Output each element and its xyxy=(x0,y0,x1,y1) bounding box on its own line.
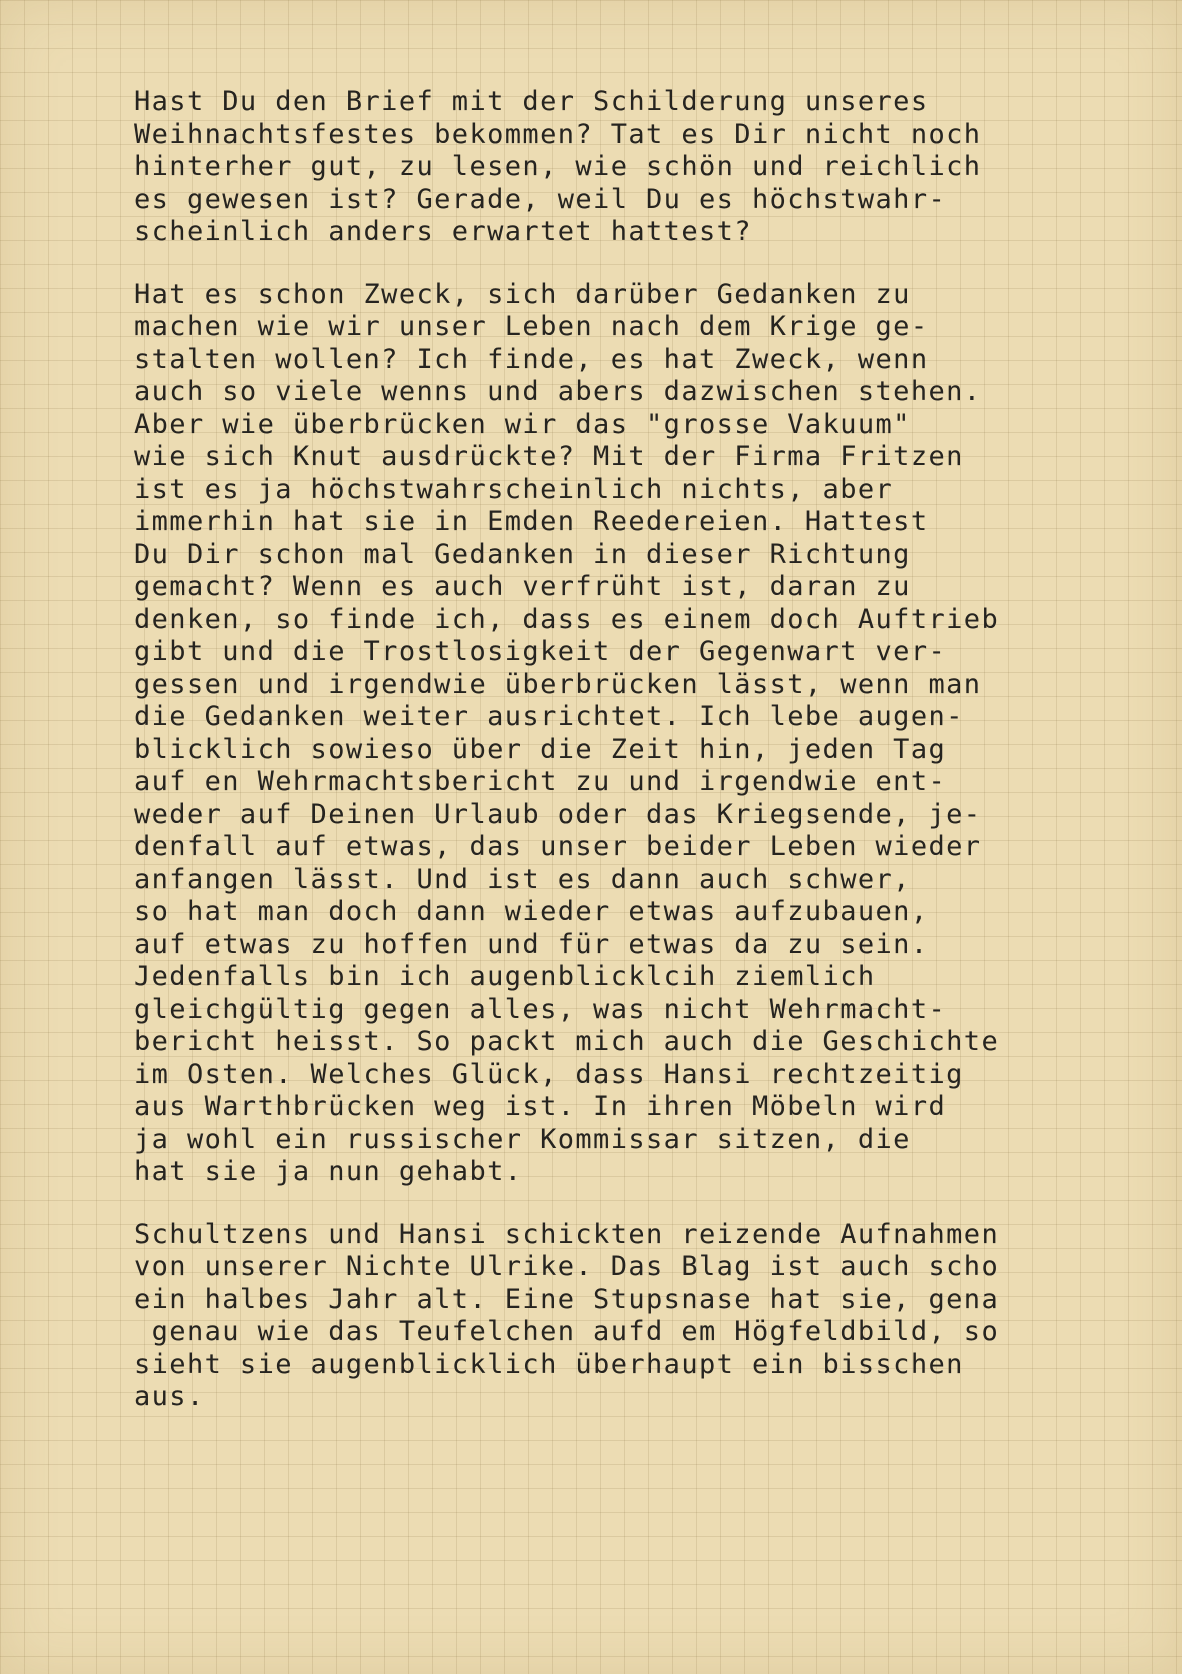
text-line: ein halbes Jahr alt. Eine Stupsnase hat sie, gena xyxy=(134,1283,1000,1315)
page-edge xyxy=(1182,0,1200,1674)
text-line: hinterher gut, zu lesen, wie schön und reichlich xyxy=(134,151,982,182)
letter-body xyxy=(134,86,1174,1444)
text-line: machen wie wir unser Leben nach dem Krige ge- xyxy=(134,311,929,342)
text-line: gemacht? Wenn es auch verfrüht ist, daran zu xyxy=(134,571,911,602)
text-line: weder auf Deinen Urlaub oder das Kriegsende, je- xyxy=(134,798,982,830)
text-line: hat sie ja nun gehabt. xyxy=(134,1156,523,1187)
text-line: denken, so finde ich, dass es einem doch Auftrieb xyxy=(134,603,1000,635)
text-line: auch so viele wenns und abers dazwischen stehen. xyxy=(134,376,982,407)
paragraph-christmas-letter xyxy=(134,86,1174,249)
text-line: gibt und die Trostlosigkeit der Gegenwart ver- xyxy=(134,636,947,667)
text-line: aus. xyxy=(134,1381,205,1412)
text-line: Hat es schon Zweck, sich darüber Gedanken zu xyxy=(134,278,911,310)
text-line: auf en Wehrmachtsbericht zu und irgendwie ent- xyxy=(134,766,947,797)
text-line: Jedenfalls bin ich augenblicklcih ziemlich xyxy=(134,961,876,992)
text-line: Aber wie überbrücken wir das "grosse Vakuum" xyxy=(134,408,911,440)
text-line: genau wie das Teufelchen aufd em Högfeldbild, so xyxy=(134,1316,1000,1347)
text-line: Hast Du den Brief mit der Schilderung unseres xyxy=(134,86,929,117)
text-line: Du Dir schon mal Gedanken in dieser Richtung xyxy=(134,538,911,570)
text-line: immerhin hat sie in Emden Reedereien. Hattest xyxy=(134,506,929,537)
text-line: auf etwas zu hoffen und für etwas da zu sein. xyxy=(134,928,929,960)
text-line: ja wohl ein russischer Kommissar sitzen, die xyxy=(134,1123,911,1155)
text-line: blicklich sowieso über die Zeit hin, jeden Tag xyxy=(134,733,947,765)
text-line: anfangen lässt. Und ist es dann auch schwer, xyxy=(134,863,911,895)
text-line: denfall auf etwas, das unser beider Leben wieder xyxy=(134,831,982,862)
text-line: gleichgültig gegen alles, was nicht Wehrmacht- xyxy=(134,993,947,1025)
text-line: es gewesen ist? Gerade, weil Du es höchstwahr- xyxy=(134,183,947,215)
paragraph-niece-photos xyxy=(134,1219,1174,1414)
text-line: wie sich Knut ausdrückte? Mit der Firma Fritzen xyxy=(134,441,964,472)
text-line: die Gedanken weiter ausrichtet. Ich lebe augen- xyxy=(134,701,964,732)
text-line: von unserer Nichte Ulrike. Das Blag ist auch scho xyxy=(134,1251,1000,1282)
text-line: aus Warthbrücken weg ist. In ihren Möbeln wird xyxy=(134,1091,947,1122)
text-line: sieht sie augenblicklich überhaupt ein bisschen xyxy=(134,1348,964,1380)
text-line: ist es ja höchstwahrscheinlich nichts, aber xyxy=(134,473,894,505)
text-line: gessen und irgendwie überbrücken lässt, wenn man xyxy=(134,668,982,700)
text-line: bericht heisst. So packt mich auch die Geschichte xyxy=(134,1026,1000,1057)
text-line: so hat man doch dann wieder etwas aufzubauen, xyxy=(134,896,929,927)
text-line: scheinlich anders erwartet hattest? xyxy=(134,216,752,247)
text-line: im Osten. Welches Glück, dass Hansi rechtzeitig xyxy=(134,1058,964,1090)
paragraph-future-plans xyxy=(134,279,1174,1189)
text-line: Schultzens und Hansi schickten reizende Aufnahmen xyxy=(134,1218,1000,1250)
text-line: Weihnachtsfestes bekommen? Tat es Dir nicht noch xyxy=(134,118,982,150)
text-line: stalten wollen? Ich finde, es hat Zweck, wenn xyxy=(134,343,929,375)
